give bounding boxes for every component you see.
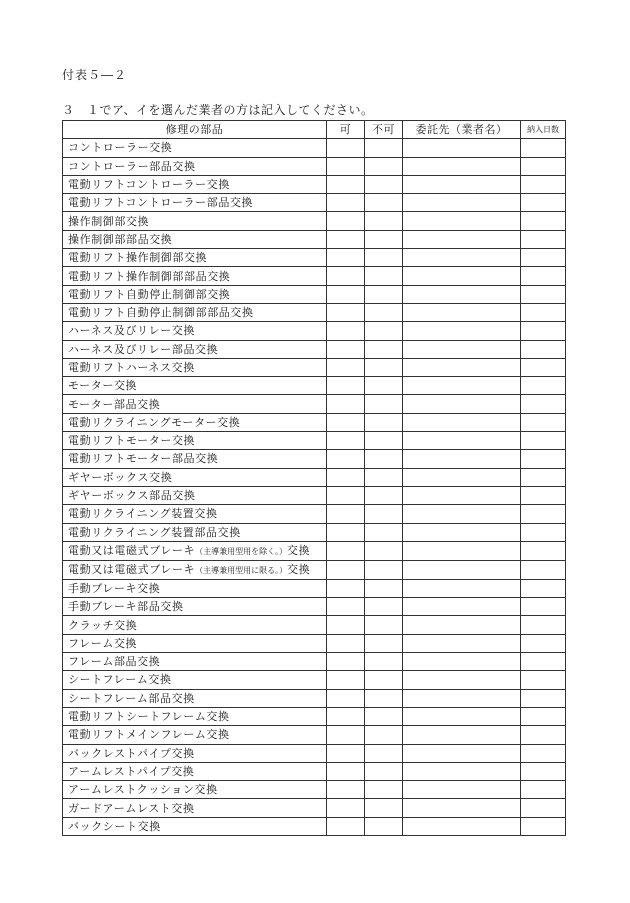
table-row [63, 377, 566, 395]
not-possible-cell[interactable] [365, 689, 403, 707]
table-row [63, 450, 566, 468]
not-possible-cell[interactable] [365, 505, 403, 523]
contractor-cell[interactable] [403, 230, 521, 248]
possible-cell[interactable] [327, 413, 365, 431]
part-note: （主導兼用型用に限る。） [195, 565, 288, 575]
contractor-cell[interactable] [403, 762, 521, 780]
possible-cell[interactable] [327, 781, 365, 799]
table-row [63, 707, 566, 725]
not-possible-cell[interactable] [365, 267, 403, 285]
delivery-days-cell[interactable] [521, 560, 566, 579]
contractor-cell[interactable] [403, 707, 521, 725]
part-name-cell [63, 285, 327, 303]
delivery-days-cell[interactable] [521, 799, 566, 817]
contractor-cell[interactable] [403, 634, 521, 652]
contractor-cell[interactable] [403, 560, 521, 579]
not-possible-cell[interactable] [365, 799, 403, 817]
page-label: 付表５―２ [62, 68, 128, 82]
part-name-cell [63, 249, 327, 267]
table-row [63, 579, 566, 597]
possible-cell[interactable] [327, 634, 365, 652]
delivery-days-cell[interactable] [521, 781, 566, 799]
table-row [63, 468, 566, 486]
not-possible-cell[interactable] [365, 468, 403, 486]
possible-cell[interactable] [327, 560, 365, 579]
table-row [63, 560, 566, 579]
contractor-cell[interactable] [403, 267, 521, 285]
delivery-days-cell[interactable] [521, 541, 566, 560]
contractor-cell[interactable] [403, 817, 521, 835]
possible-cell[interactable] [327, 303, 365, 321]
not-possible-cell[interactable] [365, 303, 403, 321]
part-name: ハーネス及びリレー交換 [68, 324, 196, 338]
delivery-days-cell[interactable] [521, 413, 566, 431]
possible-cell[interactable] [327, 486, 365, 504]
contractor-cell[interactable] [403, 579, 521, 597]
possible-cell[interactable] [327, 598, 365, 616]
table-header-row [63, 121, 566, 139]
not-possible-cell[interactable] [365, 598, 403, 616]
part-name-cell [63, 505, 327, 523]
delivery-days-cell[interactable] [521, 267, 566, 285]
not-possible-cell[interactable] [365, 579, 403, 597]
table-row [63, 303, 566, 321]
table-row [63, 175, 566, 193]
delivery-days-cell[interactable] [521, 707, 566, 725]
possible-cell[interactable] [327, 249, 365, 267]
part-name-cell [63, 377, 327, 395]
table-row [63, 267, 566, 285]
contractor-cell[interactable] [403, 395, 521, 413]
part-name-cell [63, 267, 327, 285]
part-name: コントローラー交換 [68, 141, 173, 155]
not-possible-cell[interactable] [365, 413, 403, 431]
part-name-cell [63, 817, 327, 835]
possible-cell[interactable] [327, 468, 365, 486]
table-row [63, 340, 566, 358]
table-row [63, 689, 566, 707]
contractor-cell[interactable] [403, 377, 521, 395]
contractor-cell[interactable] [403, 175, 521, 193]
delivery-days-cell[interactable] [521, 194, 566, 212]
possible-cell[interactable] [327, 212, 365, 230]
table-row [63, 598, 566, 616]
part-name: 電動又は電磁式ブレーキ [68, 543, 196, 557]
part-name-cell [63, 395, 327, 413]
part-name: 電動リクライニング装置部品交換 [68, 525, 241, 539]
contractor-cell[interactable] [403, 744, 521, 762]
part-note: （主導兼用型用を除く。） [195, 546, 288, 556]
possible-cell[interactable] [327, 799, 365, 817]
contractor-cell[interactable] [403, 726, 521, 744]
not-possible-cell[interactable] [365, 634, 403, 652]
not-possible-cell[interactable] [365, 671, 403, 689]
part-name-cell [63, 322, 327, 340]
delivery-days-cell[interactable] [521, 395, 566, 413]
contractor-cell[interactable] [403, 799, 521, 817]
possible-cell[interactable] [327, 139, 365, 157]
part-name-cell [63, 762, 327, 780]
part-name-cell [63, 340, 327, 358]
part-name: バックシート交換 [68, 819, 161, 833]
part-name: 電動リフトハーネス交換 [68, 361, 195, 374]
not-possible-cell[interactable] [365, 744, 403, 762]
table-row [63, 486, 566, 504]
possible-cell[interactable] [327, 707, 365, 725]
contractor-cell[interactable] [403, 653, 521, 671]
part-suffix: 交換 [287, 543, 311, 557]
delivery-days-cell[interactable] [521, 744, 566, 762]
possible-cell[interactable] [327, 762, 365, 780]
part-name: シートフレーム部品交換 [68, 691, 195, 705]
table-row [63, 432, 566, 450]
possible-cell[interactable] [327, 541, 365, 560]
contractor-cell[interactable] [403, 598, 521, 616]
possible-cell[interactable] [327, 689, 365, 707]
part-name: 電動リフトコントローラー部品交換 [68, 196, 254, 210]
contractor-cell[interactable] [403, 616, 521, 634]
delivery-days-cell[interactable] [521, 432, 566, 450]
not-possible-cell[interactable] [365, 781, 403, 799]
delivery-days-cell[interactable] [521, 285, 566, 303]
part-name-cell [63, 303, 327, 321]
not-possible-cell[interactable] [365, 175, 403, 193]
part-name-cell [63, 450, 327, 468]
part-name: アームレストパイプ交換 [68, 764, 195, 778]
part-name-cell [63, 726, 327, 744]
part-name: モーター交換 [68, 379, 138, 393]
not-possible-cell[interactable] [365, 230, 403, 248]
contractor-cell[interactable] [403, 249, 521, 267]
delivery-days-cell[interactable] [521, 340, 566, 358]
table-row [63, 671, 566, 689]
not-possible-cell[interactable] [365, 653, 403, 671]
section-heading: ３ １でア、イを選んだ業者の方は記入してください。 [62, 103, 374, 117]
contractor-cell[interactable] [403, 413, 521, 431]
table-body [63, 139, 566, 836]
delivery-days-cell[interactable] [521, 212, 566, 230]
possible-cell[interactable] [327, 505, 365, 523]
part-name-cell [63, 781, 327, 799]
possible-cell[interactable] [327, 432, 365, 450]
contractor-cell[interactable] [403, 450, 521, 468]
delivery-days-cell[interactable] [521, 616, 566, 634]
possible-cell[interactable] [327, 322, 365, 340]
not-possible-cell[interactable] [365, 377, 403, 395]
header-delivery-days: 納入日数 [521, 121, 566, 139]
not-possible-cell[interactable] [365, 560, 403, 579]
not-possible-cell[interactable] [365, 285, 403, 303]
contractor-cell[interactable] [403, 689, 521, 707]
table-row [63, 634, 566, 652]
part-name: 手動ブレーキ部品交換 [68, 600, 184, 614]
contractor-cell[interactable] [403, 157, 521, 175]
part-name-cell [63, 744, 327, 762]
possible-cell[interactable] [327, 285, 365, 303]
not-possible-cell[interactable] [365, 340, 403, 358]
delivery-days-cell[interactable] [521, 450, 566, 468]
part-name: 電動リフト操作制御部部品交換 [68, 269, 231, 283]
contractor-cell[interactable] [403, 468, 521, 486]
table-row [63, 541, 566, 560]
table-row [63, 505, 566, 523]
delivery-days-cell[interactable] [521, 303, 566, 321]
part-name: ガードアームレスト交換 [68, 801, 195, 815]
part-name-cell [63, 579, 327, 597]
not-possible-cell[interactable] [365, 432, 403, 450]
possible-cell[interactable] [327, 744, 365, 762]
part-name-cell [63, 598, 327, 616]
table-row [63, 358, 566, 376]
table-row [63, 395, 566, 413]
part-name: シートフレーム交換 [68, 673, 172, 687]
possible-cell[interactable] [327, 267, 365, 285]
contractor-cell[interactable] [403, 358, 521, 376]
possible-cell[interactable] [327, 230, 365, 248]
delivery-days-cell[interactable] [521, 653, 566, 671]
contractor-cell[interactable] [403, 285, 521, 303]
delivery-days-cell[interactable] [521, 358, 566, 376]
table-row [63, 249, 566, 267]
part-name: 電動又は電磁式ブレーキ [68, 562, 196, 576]
table-row [63, 413, 566, 431]
contractor-cell[interactable] [403, 505, 521, 523]
part-name: ギヤーボックス部品交換 [68, 489, 196, 503]
delivery-days-cell[interactable] [521, 634, 566, 652]
header-not-possible: 不可 [365, 121, 403, 139]
delivery-days-cell[interactable] [521, 139, 566, 157]
table-row [63, 194, 566, 212]
possible-cell[interactable] [327, 395, 365, 413]
part-name: フレーム交換 [68, 636, 138, 650]
part-name: ギヤーボックス交換 [68, 470, 173, 484]
part-name-cell [63, 212, 327, 230]
possible-cell[interactable] [327, 450, 365, 468]
part-name: アームレストクッション交換 [68, 783, 218, 797]
delivery-days-cell[interactable] [521, 523, 566, 541]
part-name-cell [63, 194, 327, 212]
table-row [63, 616, 566, 634]
contractor-cell[interactable] [403, 340, 521, 358]
delivery-days-cell[interactable] [521, 468, 566, 486]
possible-cell[interactable] [327, 616, 365, 634]
possible-cell[interactable] [327, 817, 365, 835]
not-possible-cell[interactable] [365, 616, 403, 634]
table-row [63, 762, 566, 780]
part-name-cell [63, 432, 327, 450]
part-name: 電動リフトモーター部品交換 [68, 452, 219, 466]
part-name-cell [63, 523, 327, 541]
not-possible-cell[interactable] [365, 817, 403, 835]
possible-cell[interactable] [327, 340, 365, 358]
not-possible-cell[interactable] [365, 212, 403, 230]
delivery-days-cell[interactable] [521, 175, 566, 193]
delivery-days-cell[interactable] [521, 671, 566, 689]
contractor-cell[interactable] [403, 671, 521, 689]
table-row [63, 322, 566, 340]
part-name: 電動リフトシートフレーム交換 [68, 710, 230, 724]
delivery-days-cell[interactable] [521, 579, 566, 597]
delivery-days-cell[interactable] [521, 726, 566, 744]
part-name: 電動リクライニング装置交換 [68, 507, 218, 521]
part-name-cell [63, 413, 327, 431]
not-possible-cell[interactable] [365, 762, 403, 780]
table-row [63, 799, 566, 817]
header-possible: 可 [327, 121, 365, 139]
table-row [63, 523, 566, 541]
part-name: 電動リフトコントローラー交換 [68, 178, 230, 192]
possible-cell[interactable] [327, 653, 365, 671]
not-possible-cell[interactable] [365, 322, 403, 340]
possible-cell[interactable] [327, 175, 365, 193]
possible-cell[interactable] [327, 726, 365, 744]
contractor-cell[interactable] [403, 303, 521, 321]
part-suffix: 交換 [287, 562, 311, 576]
part-name-cell [63, 653, 327, 671]
header-contractor: 委託先（業者名） [403, 121, 521, 139]
part-name-cell [63, 634, 327, 652]
possible-cell[interactable] [327, 157, 365, 175]
part-name-cell [63, 799, 327, 817]
delivery-days-cell[interactable] [521, 486, 566, 504]
not-possible-cell[interactable] [365, 194, 403, 212]
part-name: 電動リフトメインフレーム交換 [68, 728, 230, 742]
possible-cell[interactable] [327, 377, 365, 395]
possible-cell[interactable] [327, 671, 365, 689]
part-name-cell [63, 616, 327, 634]
part-name-cell [63, 689, 327, 707]
delivery-days-cell[interactable] [521, 377, 566, 395]
part-name: 電動リフト自動停止制御部部品交換 [68, 306, 254, 320]
part-name-cell [63, 707, 327, 725]
not-possible-cell[interactable] [365, 358, 403, 376]
part-name-cell [63, 560, 327, 579]
table-row [63, 139, 566, 157]
possible-cell[interactable] [327, 579, 365, 597]
part-name-cell [63, 230, 327, 248]
table-row [63, 817, 566, 835]
part-name-cell [63, 486, 327, 504]
contractor-cell[interactable] [403, 212, 521, 230]
not-possible-cell[interactable] [365, 450, 403, 468]
possible-cell[interactable] [327, 194, 365, 212]
part-name: 電動リフト操作制御部交換 [68, 251, 208, 265]
delivery-days-cell[interactable] [521, 322, 566, 340]
table-row [63, 212, 566, 230]
part-name-cell [63, 671, 327, 689]
contractor-cell[interactable] [403, 523, 521, 541]
not-possible-cell[interactable] [365, 486, 403, 504]
possible-cell[interactable] [327, 358, 365, 376]
part-name-cell [63, 358, 327, 376]
part-name: コントローラー部品交換 [68, 159, 196, 173]
part-name-cell [63, 139, 327, 157]
table-row [63, 744, 566, 762]
not-possible-cell[interactable] [365, 249, 403, 267]
table-row [63, 157, 566, 175]
contractor-cell[interactable] [403, 322, 521, 340]
part-name: バックレストパイプ交換 [68, 746, 195, 760]
contractor-cell[interactable] [403, 139, 521, 157]
part-name-cell [63, 175, 327, 193]
possible-cell[interactable] [327, 523, 365, 541]
not-possible-cell[interactable] [365, 541, 403, 560]
delivery-days-cell[interactable] [521, 230, 566, 248]
delivery-days-cell[interactable] [521, 505, 566, 523]
part-name: モーター部品交換 [68, 397, 161, 411]
part-name: 電動リフト自動停止制御部交換 [68, 287, 231, 301]
header-part: 修理の部品 [63, 121, 327, 139]
not-possible-cell[interactable] [365, 395, 403, 413]
contractor-cell[interactable] [403, 486, 521, 504]
part-name: クラッチ交換 [68, 618, 138, 632]
delivery-days-cell[interactable] [521, 762, 566, 780]
not-possible-cell[interactable] [365, 707, 403, 725]
part-name-cell [63, 157, 327, 175]
contractor-cell[interactable] [403, 781, 521, 799]
contractor-cell[interactable] [403, 194, 521, 212]
contractor-cell[interactable] [403, 541, 521, 560]
contractor-cell[interactable] [403, 432, 521, 450]
part-name: 操作制御部交換 [68, 214, 150, 228]
not-possible-cell[interactable] [365, 139, 403, 157]
table-row [63, 230, 566, 248]
part-name: フレーム部品交換 [68, 655, 161, 669]
delivery-days-cell[interactable] [521, 249, 566, 267]
table-row [63, 781, 566, 799]
table-row [63, 726, 566, 744]
delivery-days-cell[interactable] [521, 817, 566, 835]
part-name: ハーネス及びリレー部品交換 [68, 342, 219, 356]
table-row [63, 653, 566, 671]
not-possible-cell[interactable] [365, 157, 403, 175]
part-name-cell [63, 541, 327, 560]
part-name: 操作制御部部品交換 [68, 232, 173, 246]
delivery-days-cell[interactable] [521, 157, 566, 175]
delivery-days-cell[interactable] [521, 598, 566, 616]
table-row [63, 285, 566, 303]
delivery-days-cell[interactable] [521, 689, 566, 707]
not-possible-cell[interactable] [365, 523, 403, 541]
repair-parts-table [62, 120, 566, 836]
not-possible-cell[interactable] [365, 726, 403, 744]
part-name-cell [63, 468, 327, 486]
part-name: 手動ブレーキ交換 [68, 581, 161, 595]
part-name: 電動リフトモーター交換 [68, 434, 196, 448]
part-name: 電動リクライニングモーター交換 [68, 415, 241, 429]
